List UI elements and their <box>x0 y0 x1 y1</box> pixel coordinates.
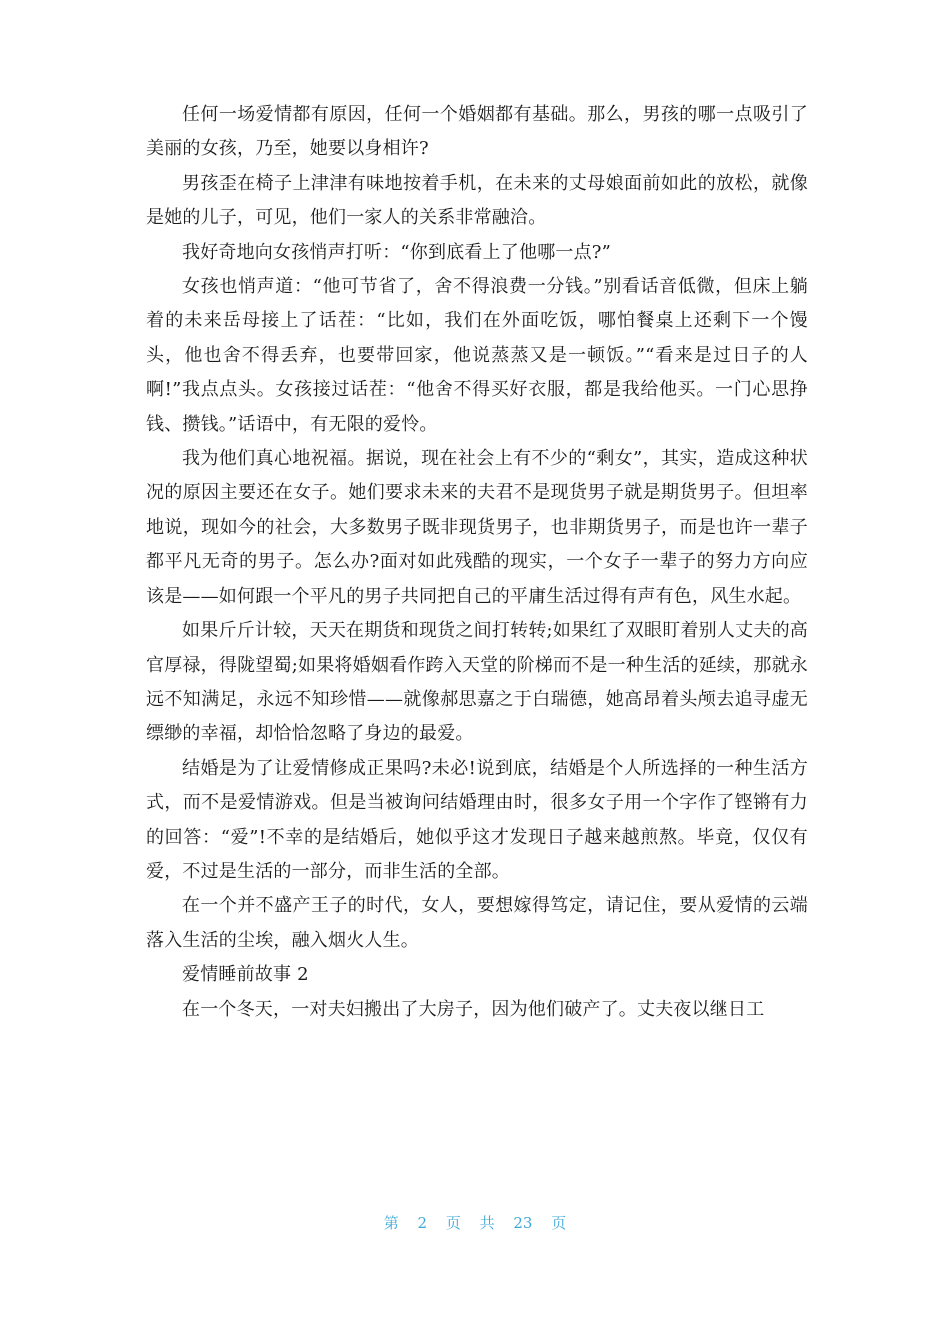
paragraph: 在一个冬天，一对夫妇搬出了大房子，因为他们破产了。丈夫夜以继日工 <box>182 998 765 1020</box>
paragraph: 我好奇地向女孩悄声打听：“你到底看上了他哪一点?” <box>182 241 612 263</box>
page-number-footer: 第 2 页 共 23 页 <box>383 1214 567 1232</box>
section-heading: 爱情睡前故事 2 <box>182 964 309 986</box>
paragraph: 如果斤斤计较，天天在期货和现货之间打转转;如果红了双眼盯着别人丈夫的高官厚禄，得陇望蜀;如果将婚姻看作跨入天堂的阶梯而不是一种生活的延续，那就永远不知满足，永远不知珍惜——就像郝思嘉之于白瑞德，她高昂着头颅去追寻虚无缥缈的幸福，却恰恰忽略了身边的最爱。 <box>146 620 808 745</box>
paragraph: 女孩也悄声道：“他可节省了，舍不得浪费一分钱。”别看话音低微，但床上躺着的未来岳母接上了话茬：“比如，我们在外面吃饭，哪怕餐桌上还剩下一个馒头，他也舍不得丢弃，也要带回家，他说蒸蒸又是一顿饭。”“看来是过日子的人啊!”我点点头。女孩接过话茬：“他舍不得买好衣服，都是我给他买。一门心思挣钱、攒钱。”话语中，有无限的爱怜。 <box>146 276 808 435</box>
document-body <box>146 98 808 1027</box>
paragraph: 结婚是为了让爱情修成正果吗?未必!说到底，结婚是个人所选择的一种生活方式，而不是爱情游戏。但是当被询问结婚理由时，很多女子用一个字作了铿锵有力的回答：“爱”!不幸的是结婚后，她似乎这才发现日子越来越煎熬。毕竟，仅仅有爱，不过是生活的一部分，而非生活的全部。 <box>146 757 808 882</box>
paragraph: 我为他们真心地祝福。据说，现在社会上有不少的“剩女”，其实，造成这种状况的原因主要还在女子。她们要求未来的夫君不是现货男子就是期货男子。但坦率地说，现如今的社会，大多数男子既非现货男子，也非期货男子，而是也许一辈子都平凡无奇的男子。怎么办?面对如此残酷的现实，一个女子一辈子的努力方向应该是——如何跟一个平凡的男子共同把自己的平庸生活过得有声有色，风生水起。 <box>146 448 808 607</box>
paragraph: 男孩歪在椅子上津津有味地按着手机，在未来的丈母娘面前如此的放松，就像是她的儿子，可见，他们一家人的关系非常融洽。 <box>146 172 808 229</box>
paragraph: 在一个并不盛产王子的时代，女人，要想嫁得笃定，请记住，要从爱情的云端落入生活的尘埃，融入烟火人生。 <box>146 895 808 951</box>
paragraph: 任何一场爱情都有原因，任何一个婚姻都有基础。那么，男孩的哪一点吸引了美丽的女孩，乃至，她要以身相许? <box>146 104 808 160</box>
